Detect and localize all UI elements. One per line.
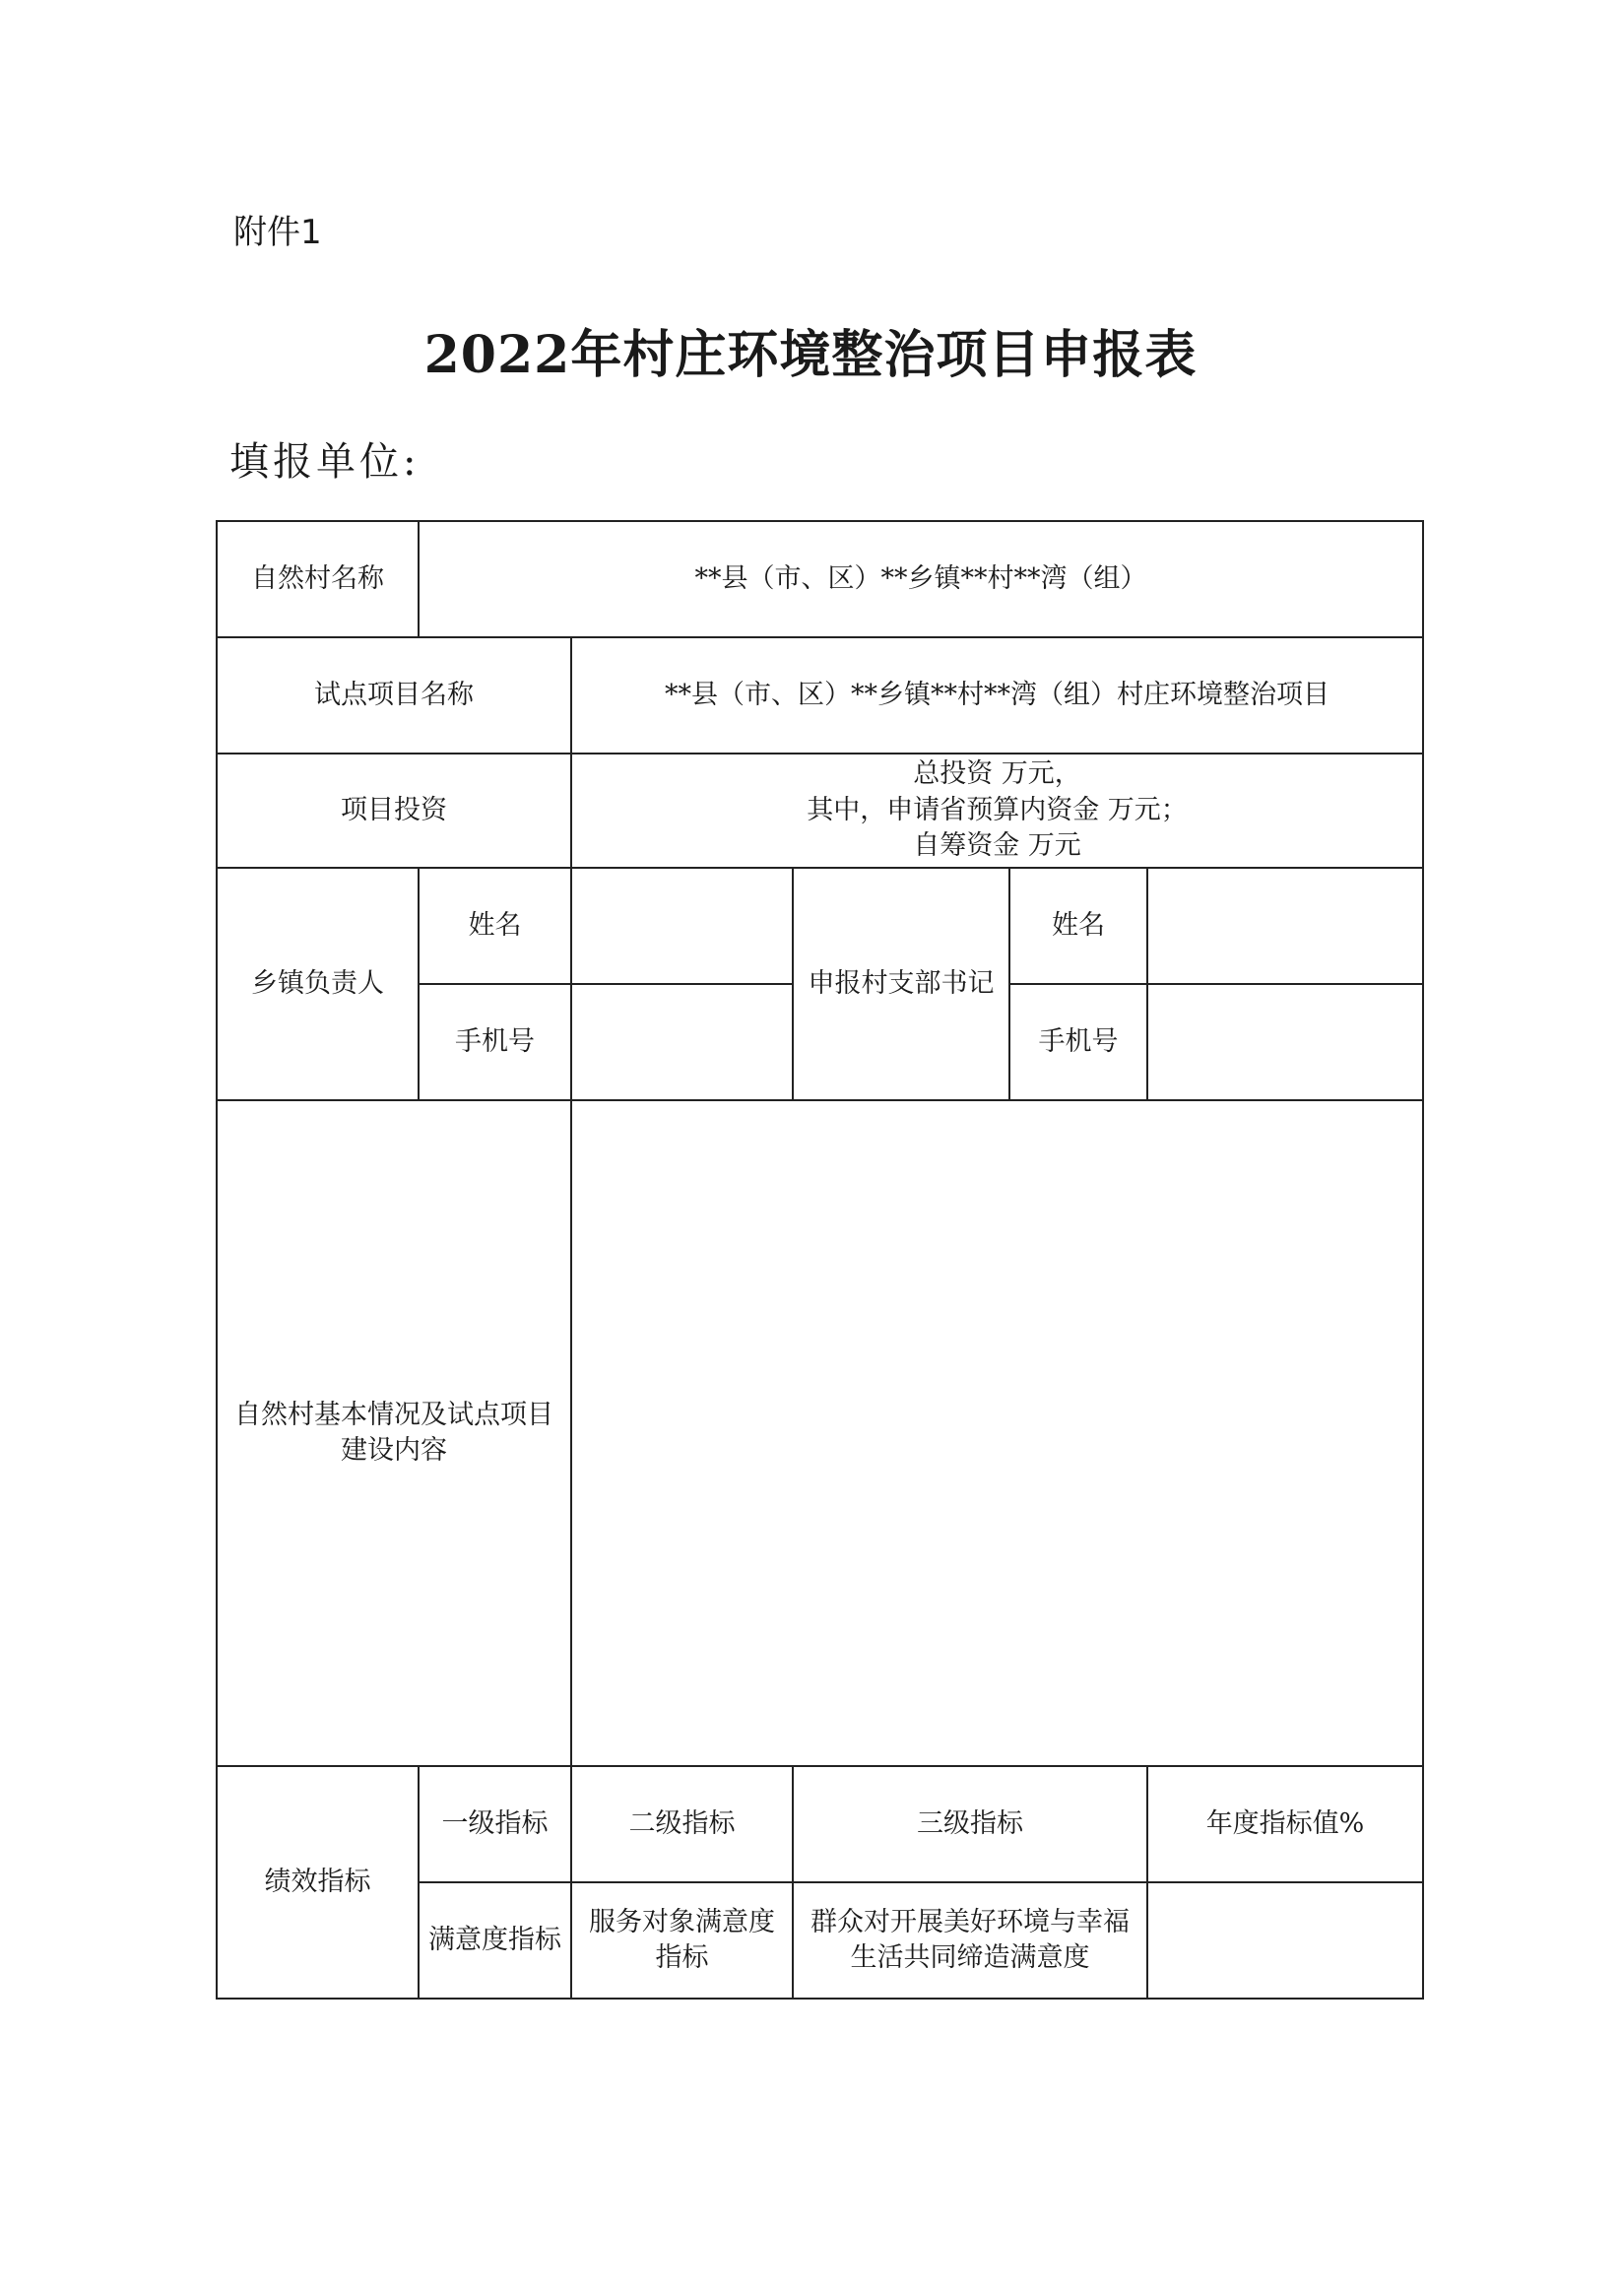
investment-details xyxy=(571,754,1423,868)
perf-annual-value-field[interactable] xyxy=(1147,1882,1423,1999)
performance-label: 绩效指标 xyxy=(217,1766,419,1999)
secretary-label: 申报村支部书记 xyxy=(793,868,1009,1100)
attachment-label: 附件1 xyxy=(233,213,322,252)
row-village-name xyxy=(217,521,1423,637)
investment-total-line: 总投资 万元， xyxy=(913,758,1081,790)
row-contact-name xyxy=(217,868,1423,984)
row-investment xyxy=(217,754,1423,868)
application-form-table xyxy=(216,520,1424,2000)
row-basic-info xyxy=(217,1100,1423,1766)
secretary-phone-label: 手机号 xyxy=(1009,984,1147,1100)
township-phone-field[interactable] xyxy=(571,984,793,1100)
investment-self-funded-line: 自筹资金 万元 xyxy=(913,830,1081,862)
project-name-label: 试点项目名称 xyxy=(217,637,571,754)
perf-level1-value: 满意度指标 xyxy=(419,1882,571,1999)
perf-level2-value: 服务对象满意度指标 xyxy=(571,1882,793,1999)
secretary-name-field[interactable] xyxy=(1147,868,1423,984)
perf-header-level2: 二级指标 xyxy=(571,1766,793,1882)
basic-info-label: 自然村基本情况及试点项目建设内容 xyxy=(217,1100,571,1766)
township-name-field[interactable] xyxy=(571,868,793,984)
perf-header-level1: 一级指标 xyxy=(419,1766,571,1882)
perf-header-annual-value: 年度指标值% xyxy=(1147,1766,1423,1882)
township-lead-label: 乡镇负责人 xyxy=(217,868,419,1100)
row-project-name xyxy=(217,637,1423,754)
village-name-label: 自然村名称 xyxy=(217,521,419,637)
village-name-value: **县（市、区）**乡镇**村**湾（组） xyxy=(419,521,1423,637)
perf-level3-value: 群众对开展美好环境与幸福生活共同缔造满意度 xyxy=(793,1882,1147,1999)
investment-provincial-line: 其中，申请省预算内资金 万元； xyxy=(807,794,1188,825)
township-phone-label: 手机号 xyxy=(419,984,571,1100)
basic-info-field[interactable] xyxy=(571,1100,1423,1766)
township-name-label: 姓名 xyxy=(419,868,571,984)
page-title: 2022年村庄环境整治项目申报表 xyxy=(423,325,1198,385)
secretary-name-label: 姓名 xyxy=(1009,868,1147,984)
perf-header-level3: 三级指标 xyxy=(793,1766,1147,1882)
secretary-phone-field[interactable] xyxy=(1147,984,1423,1100)
row-performance-headers xyxy=(217,1766,1423,1882)
investment-label: 项目投资 xyxy=(217,754,571,868)
project-name-value: **县（市、区）**乡镇**村**湾（组）村庄环境整治项目 xyxy=(571,637,1423,754)
reporting-unit-label: 填报单位: xyxy=(229,439,421,485)
